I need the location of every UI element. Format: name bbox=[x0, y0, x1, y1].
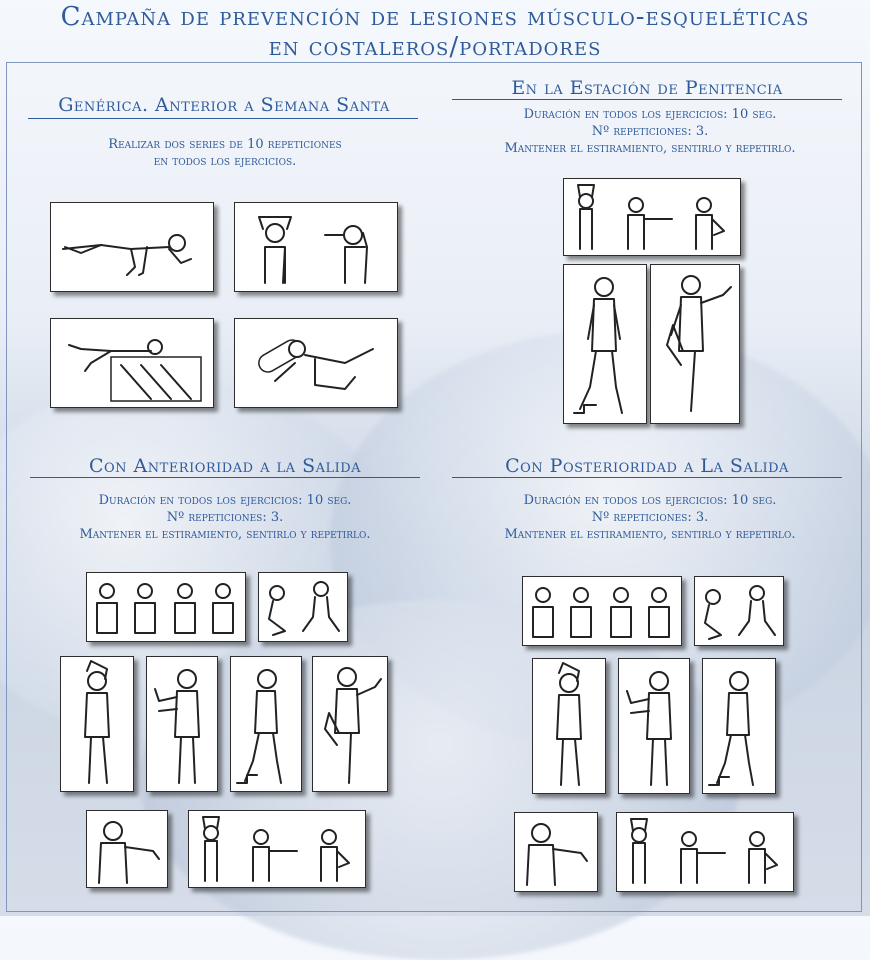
neck-stretch-figures-icon bbox=[87, 573, 245, 641]
exercise-illustration-triceps-3 bbox=[532, 658, 606, 794]
generic-instructions bbox=[40, 136, 410, 170]
exercise-illustration-wrist bbox=[146, 656, 218, 792]
station-instructions bbox=[440, 106, 860, 157]
after-exit-text-line: Nº repeticiones: 3. bbox=[591, 510, 709, 525]
station-underline bbox=[452, 99, 842, 100]
title-line-1: Campaña de prevención de lesiones músculo-esqueléticas bbox=[60, 2, 810, 32]
neck-stretch-figures-icon bbox=[523, 577, 681, 645]
exercise-illustration-arms-row bbox=[563, 178, 741, 256]
crawling-figure-icon bbox=[51, 203, 213, 291]
three-arm-stretch-icon bbox=[189, 811, 365, 887]
quad-stretch-icon bbox=[313, 657, 387, 791]
station-text-line: Nº repeticiones: 3. bbox=[591, 124, 709, 139]
before-exit-text-line: Mantener el estiramiento, sentirlo y repetirlo. bbox=[79, 527, 371, 542]
exercise-illustration-squat-3 bbox=[694, 576, 784, 646]
overhead-stretch-icon bbox=[533, 659, 605, 793]
exercise-illustration-arm-across bbox=[86, 810, 168, 888]
exercise-illustration-triceps bbox=[60, 656, 134, 792]
before-exit-underline bbox=[30, 477, 420, 478]
stretch-figures-icon bbox=[235, 203, 397, 291]
exercise-illustration-calf-2 bbox=[230, 656, 302, 792]
exercise-illustration-quad-2 bbox=[312, 656, 388, 792]
exercise-illustration-arm-across-3 bbox=[514, 812, 598, 892]
exercise-illustration-neck-hands bbox=[234, 202, 398, 292]
before-exit-heading: Con Anterioridad a la Salida bbox=[88, 455, 362, 477]
after-exit-heading: Con Posterioridad a La Salida bbox=[505, 455, 789, 477]
calf-stretch-icon bbox=[703, 659, 775, 793]
generic-heading: Genérica. Anterior a Semana Santa bbox=[58, 94, 390, 116]
before-exit-instructions bbox=[20, 492, 430, 543]
overhead-stretch-icon bbox=[61, 657, 133, 791]
generic-text-line: Realizar dos series de 10 repeticiones bbox=[108, 137, 342, 152]
exercise-illustration-neck-row-3 bbox=[522, 576, 682, 646]
exercise-illustration-quadruped bbox=[50, 202, 214, 292]
three-arm-stretch-icon bbox=[617, 813, 793, 891]
after-exit-underline bbox=[452, 477, 842, 478]
station-text-line: Duración en todos los ejercicios: 10 seg. bbox=[523, 107, 777, 122]
station-text-line: Mantener el estiramiento, sentirlo y repetirlo. bbox=[504, 141, 796, 156]
exercise-illustration-calf-3 bbox=[702, 658, 776, 794]
after-exit-instructions bbox=[440, 492, 860, 543]
exercise-illustration-bench bbox=[50, 318, 214, 408]
exercise-illustration-wrist-3 bbox=[618, 658, 690, 794]
after-exit-text-line: Duración en todos los ejercicios: 10 seg. bbox=[523, 493, 777, 508]
squat-stretch-icon bbox=[695, 577, 783, 645]
arm-across-stretch-icon bbox=[515, 813, 597, 891]
wrist-stretch-icon bbox=[619, 659, 689, 793]
calf-stretch-icon bbox=[231, 657, 301, 791]
exercise-illustration-lying bbox=[234, 318, 398, 408]
three-stretch-figures-icon bbox=[564, 179, 740, 255]
standing-quad-stretch-icon bbox=[651, 265, 739, 423]
exercise-illustration-squat bbox=[258, 572, 348, 642]
after-exit-text-line: Mantener el estiramiento, sentirlo y repetirlo. bbox=[504, 527, 796, 542]
exercise-illustration-arms-row-3 bbox=[616, 812, 794, 892]
arm-across-stretch-icon bbox=[87, 811, 167, 887]
generic-text-line: en todos los ejercicios. bbox=[153, 154, 297, 169]
wrist-stretch-icon bbox=[147, 657, 217, 791]
station-heading: En la Estación de Penitencia bbox=[511, 77, 783, 99]
before-exit-text-line: Nº repeticiones: 3. bbox=[166, 510, 284, 525]
lying-stretch-icon bbox=[235, 319, 397, 407]
exercise-illustration-calf bbox=[563, 264, 647, 424]
squat-stretch-icon bbox=[259, 573, 347, 641]
exercise-illustration-quad bbox=[650, 264, 740, 424]
standing-calf-stretch-icon bbox=[564, 265, 646, 423]
bench-stretch-icon bbox=[51, 319, 213, 407]
title-line-2: en costaleros/portadores bbox=[268, 32, 602, 62]
exercise-illustration-neck-row bbox=[86, 572, 246, 642]
page-title bbox=[0, 2, 870, 62]
before-exit-text-line: Duración en todos los ejercicios: 10 seg. bbox=[98, 493, 352, 508]
generic-underline bbox=[28, 118, 418, 119]
exercise-illustration-arms-row-2 bbox=[188, 810, 366, 888]
